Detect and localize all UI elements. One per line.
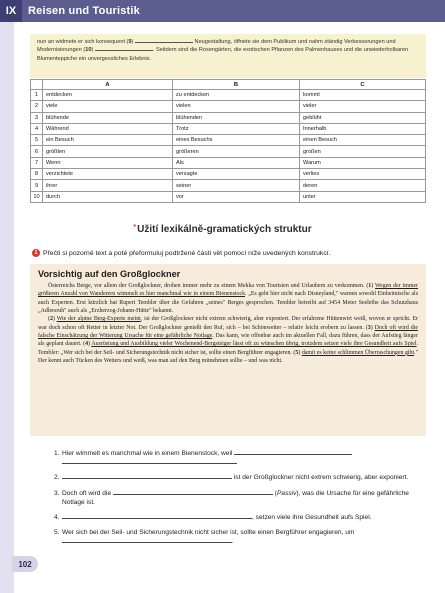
option-cell[interactable]: blühenden xyxy=(173,112,300,123)
table-row xyxy=(31,90,426,101)
option-cell[interactable]: unter xyxy=(300,191,426,202)
exercise-number: 1. xyxy=(54,450,60,457)
italic-term: Passiv xyxy=(277,489,297,497)
gap-blank[interactable] xyxy=(135,42,193,43)
row-number-cell: 1 xyxy=(31,90,43,101)
option-cell[interactable]: Warum xyxy=(300,157,426,168)
underlined-phrase: Ausrüstung und Ausbildung vieler Wochenend-Bergsteiger lässt oft zu wünschen übrig, trotzdem setzen viele ihre Gesundheit aufs Spiel xyxy=(91,341,417,348)
option-cell[interactable]: deren xyxy=(300,180,426,191)
text-run: , ist der Großglockner nicht extrem schwierig, aber exponiert. Der erfahrene Hüttenwirt weiß, wovon er spricht. Er war doch schon oft Retter in letzter Not. Der Großglockner genießt den Ruf, sich – bei Schönwetter – relativ leicht erobern zu lassen. ( xyxy=(38,316,419,331)
marker-number: 2 xyxy=(49,316,53,323)
exercise-text: . xyxy=(232,538,234,546)
marker-number: 5 xyxy=(295,349,299,356)
answer-line[interactable] xyxy=(62,513,252,519)
row-number-cell: 2 xyxy=(31,101,43,112)
option-cell[interactable]: blühende xyxy=(43,112,173,123)
option-cell[interactable]: versagte xyxy=(173,169,300,180)
option-cell[interactable]: verzichtete xyxy=(43,169,173,180)
exercise-item xyxy=(54,489,414,507)
gap-blank[interactable] xyxy=(95,50,153,51)
text-run: ) xyxy=(370,324,375,331)
option-cell[interactable]: viele xyxy=(43,101,173,112)
table-row xyxy=(31,101,426,112)
option-cell[interactable]: einen Besuch xyxy=(300,135,426,146)
underlined-phrase: Doch oft wird die falsche Einschätzung der Witterung Ursache für eine gefährliche Notlage xyxy=(38,324,418,340)
answer-line[interactable] xyxy=(62,458,237,464)
reading-title: Vorsichtig auf den Großglockner xyxy=(38,269,181,279)
option-cell[interactable]: durch xyxy=(43,191,173,202)
table-row xyxy=(31,135,426,146)
option-cell[interactable]: ein Besuch xyxy=(43,135,173,146)
exercise-text: Wer sich bei der Seil- und Sicherungstechnik nicht sicher ist, sollte einen Bergführer engagieren, um xyxy=(62,529,355,537)
option-cell[interactable]: großen xyxy=(300,146,426,157)
table-header: C xyxy=(300,80,426,90)
exercise-item xyxy=(54,513,414,522)
exercise-number: 2. xyxy=(54,474,60,482)
marker-number: 1 xyxy=(368,283,372,289)
exercise-text: Doch oft wird die xyxy=(62,489,112,497)
row-number-cell: 4 xyxy=(31,123,43,134)
intro-text-part: . Seitdem sind die Rosengärten, die exotischen Pflanzen des Palmenhauses und die unwiederholbaren Blumenteppiche ein unvergessliches Erlebnis. xyxy=(37,47,409,62)
marker-number: 4 xyxy=(85,341,89,348)
intro-text-box xyxy=(30,34,426,78)
exercise-text: (Passiv), was die Ursache für eine gefährliche Notlage ist. xyxy=(62,489,409,506)
table-header: B xyxy=(173,80,300,90)
option-cell[interactable]: Wenn xyxy=(43,157,173,168)
text-run: . „Es geht hier nicht nach Disneyland," warnen sowohl Einheimische als auch Experten. Erst kürzlich hat Rupert Tembler über die Gefahren „seines" Berges gesprochen. Tembler betreibt auf 3454 Meter Seehöhe das Schutzhaus „Adlersruh" auch als „Erzherzog-Johann-Hütte" bekannt. xyxy=(38,291,418,315)
option-cell[interactable]: entdecken xyxy=(43,90,173,101)
row-number-cell: 9 xyxy=(31,180,43,191)
intro-text-part: ) xyxy=(131,39,135,45)
option-cell[interactable]: ihrer xyxy=(43,180,173,191)
exercise-list xyxy=(54,449,414,553)
text-run: ) xyxy=(298,349,302,356)
reading-paragraph xyxy=(38,315,418,365)
reading-text-box xyxy=(30,264,426,436)
exercise-instruction xyxy=(32,249,432,257)
intro-text-part: ) xyxy=(91,47,95,54)
exercise-number: 4. xyxy=(54,514,60,522)
answer-line[interactable] xyxy=(113,489,273,495)
underlined-phrase: Wie der alpine Berg-Experte meint xyxy=(56,316,141,323)
option-cell[interactable]: vielen xyxy=(173,101,300,112)
section-heading xyxy=(0,224,445,235)
text-run: ( xyxy=(48,316,50,323)
answer-options-table xyxy=(30,79,426,203)
intro-text-part: Neugestaltung, öffnete sie dem Publikum und nahm ständig Verbesserungen und Modernisierungen ( xyxy=(37,39,396,54)
table-header-row xyxy=(31,80,426,90)
underlined-phrase: Wegen der immer größeren Anzahl von Wanderern wimmelt es hier manchmal wie in einem Bienenstock xyxy=(38,283,419,298)
asterisk-icon: * xyxy=(133,224,137,231)
exercise-text: Hier wimmelt es manchmal wie in einem Bienenstock, weil xyxy=(62,450,233,457)
exercise-text: ist der Großglockner nicht extrem schwierig, aber exponiert. xyxy=(233,474,409,482)
option-cell[interactable]: Innerhalb xyxy=(300,123,426,134)
intro-text-part: nun an widmete er sich konsequent ( xyxy=(37,39,129,45)
answer-line[interactable] xyxy=(62,537,234,546)
option-cell[interactable]: Als xyxy=(173,157,300,168)
option-cell[interactable]: kommt xyxy=(300,90,426,101)
text-run: Österreichs Berge, vor allem der Großglockner, drohen immer mehr zu einem Mekka von Touristen und Urlaubern zu verkommen. ( xyxy=(48,283,369,289)
chapter-title: Reisen und Touristik xyxy=(28,5,140,17)
row-number-cell: 3 xyxy=(31,112,43,123)
option-cell[interactable]: geblüht xyxy=(300,112,426,123)
page-number: 102 xyxy=(12,556,38,572)
row-number-cell: 5 xyxy=(31,135,43,146)
text-run: . Das kann, wie offenbar auch im aktuellen Fall, dazu führen, dass der Aufstieg länger als geplant dauert. ( xyxy=(38,333,419,348)
exercise-text: , setzen viele ihre Gesundheit aufs Spiel. xyxy=(252,514,372,522)
text-run: ) xyxy=(52,316,57,323)
row-number-cell: 8 xyxy=(31,169,43,180)
chapter-header xyxy=(0,0,445,22)
option-cell[interactable]: seiner xyxy=(173,180,300,191)
text-run: ." Der kennt auch Tücken des Wetters und weiß, was man auf den Berg mitnehmen sollte – und was nicht. xyxy=(38,349,418,365)
underlined-phrase: damit es keine schlimmen Überraschungen gibt xyxy=(301,349,415,356)
table-row xyxy=(31,180,426,191)
option-cell[interactable]: größeren xyxy=(173,146,300,157)
table-header xyxy=(31,80,43,90)
table-row xyxy=(31,157,426,168)
answer-line[interactable] xyxy=(62,473,232,479)
option-cell[interactable]: vor xyxy=(173,191,300,202)
option-cell[interactable]: vieler xyxy=(300,101,426,112)
table-row xyxy=(31,191,426,202)
answer-line[interactable] xyxy=(234,449,352,455)
gap-number: 10 xyxy=(85,47,92,54)
option-cell[interactable]: eines Besuchs xyxy=(173,135,300,146)
reading-body xyxy=(38,282,418,365)
option-cell[interactable]: größten xyxy=(43,146,173,157)
instruction-text: Přečti si pozorně text a poté přeformuluj podtržené části vět pomocí níže uvedených konstrukcí. xyxy=(43,249,331,257)
text-run: ) xyxy=(88,341,92,348)
exercise-number: 3. xyxy=(54,489,60,497)
reading-paragraph xyxy=(38,282,418,315)
option-cell[interactable]: verlies xyxy=(300,169,426,180)
gap-number: 9 xyxy=(128,39,132,45)
exercise-number: 5. xyxy=(54,529,60,537)
option-cell[interactable]: zu entdecken xyxy=(173,90,300,101)
row-number-cell: 6 xyxy=(31,146,43,157)
page-gutter xyxy=(0,22,14,593)
exercise-number-badge: 1 xyxy=(32,249,40,257)
row-number-cell: 10 xyxy=(31,191,43,202)
option-cell[interactable]: Während xyxy=(43,123,173,134)
marker-number: 3 xyxy=(367,324,371,331)
option-cell[interactable]: Trotz xyxy=(173,123,300,134)
chapter-number: IX xyxy=(0,0,22,22)
table-header: A xyxy=(43,80,173,90)
exercise-item xyxy=(54,528,414,546)
section-heading-text: Užití lexikálně-gramatických struktur xyxy=(137,224,312,235)
table-row xyxy=(31,169,426,180)
exercise-item xyxy=(54,449,414,467)
table-row xyxy=(31,146,426,157)
table-row xyxy=(31,112,426,123)
row-number-cell: 7 xyxy=(31,157,43,168)
text-run: ) xyxy=(371,283,376,289)
table-row xyxy=(31,123,426,134)
exercise-item xyxy=(54,473,414,482)
text-run: . Tembler: „Wer sich bei der Seil- und Sicherungstechnik nicht sicher ist, sollte einen Bergführer engagieren. ( xyxy=(38,341,419,356)
